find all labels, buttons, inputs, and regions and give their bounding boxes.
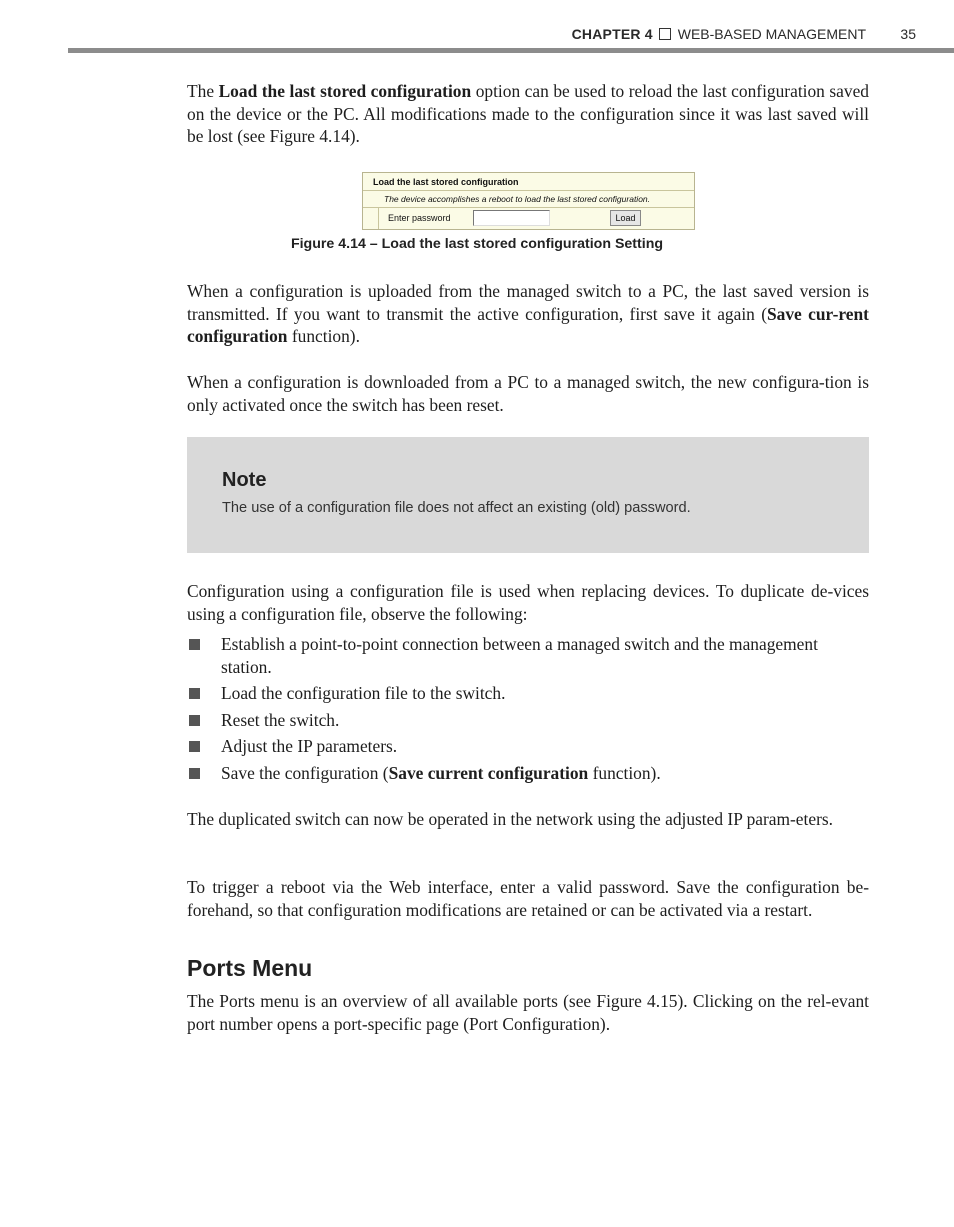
text: When a configuration is uploaded from the managed switch to a PC, the last saved version is transmitted. If you want to transmit the active configuration, first save it again (	[187, 281, 869, 324]
note-title: Note	[222, 469, 267, 491]
paragraph-duplicate	[187, 580, 869, 625]
panel-title-row	[363, 173, 694, 191]
separator-box-icon	[659, 28, 671, 40]
list-item	[187, 709, 869, 732]
running-head	[572, 26, 866, 42]
load-button[interactable]: Load	[610, 210, 641, 226]
paragraph-ports-menu	[187, 990, 869, 1035]
chapter-label: CHAPTER 4	[571, 26, 653, 42]
paragraph-load-config	[187, 80, 869, 148]
text: function).	[287, 326, 360, 347]
text: Adjust the IP parameters.	[221, 736, 398, 757]
paragraph-reboot	[187, 876, 869, 921]
text: Save the configuration (	[221, 762, 389, 783]
section-heading: Ports Menu	[187, 955, 313, 981]
list-item	[187, 633, 869, 678]
list-item	[187, 762, 869, 785]
text: Load the configuration file to the switch.	[221, 683, 506, 704]
panel-description-row	[363, 191, 694, 208]
text: The	[187, 81, 219, 101]
password-row	[363, 208, 694, 229]
bold-term: Save cur-rent configuration	[187, 303, 869, 347]
text: function).	[588, 762, 661, 783]
bullet-square-icon	[189, 715, 200, 726]
password-input[interactable]	[473, 210, 550, 226]
figure-load-config-panel	[362, 172, 695, 230]
panel-title: Load the last stored configuration	[373, 177, 519, 187]
text: When a configuration is downloaded from a PC to a managed switch, the new configura-tion is only activated once the switch has been reset.	[187, 372, 869, 415]
text: To trigger a reboot via the Web interface, enter a valid password. Save the configuration be-forehand, so that configuration modifications are retained or can be activated via a restart.	[187, 877, 869, 920]
text: Configuration using a configuration file is used when replacing devices. To duplicate de-vices using a configuration file, observe the following:	[187, 581, 869, 624]
password-label: Enter password	[388, 213, 451, 223]
bold-term: Save current configuration	[388, 762, 589, 783]
note-box	[187, 437, 869, 553]
page-number: 35	[900, 26, 916, 42]
bold-term: Load the last stored configuration	[218, 81, 472, 101]
bullet-square-icon	[189, 741, 200, 752]
text: Establish a point-to-point connection between a managed switch and the management station.	[221, 634, 818, 677]
bullet-square-icon	[189, 688, 200, 699]
paragraph-download	[187, 371, 869, 416]
bullet-square-icon	[189, 768, 200, 779]
note-text: The use of a configuration file does not affect an existing (old) password.	[222, 500, 691, 516]
list-item	[187, 735, 869, 758]
paragraph-upload	[187, 280, 869, 348]
panel-description: The device accomplishes a reboot to load the last stored configuration.	[384, 194, 651, 204]
text: Reset the switch.	[221, 709, 340, 730]
bullet-list	[187, 633, 869, 789]
page-header	[0, 24, 954, 46]
text: The duplicated switch can now be operated in the network using the adjusted IP param-eters.	[187, 809, 833, 829]
text: option can be used to reload the last configuration saved on the device or the PC. All modifications made to the configuration since it was last saved will be lost (see Figure 4.14).	[187, 81, 869, 147]
section-heading-wrap	[187, 955, 869, 982]
bullet-square-icon	[189, 639, 200, 650]
paragraph-duplicated-switch	[187, 808, 869, 831]
section-label: WEB-BASED MANAGEMENT	[677, 26, 866, 42]
list-item	[187, 682, 869, 705]
text: The Ports menu is an overview of all available ports (see Figure 4.15). Clicking on the rel-evant port number opens a port-specific page (Port Configuration).	[187, 991, 869, 1034]
figure-caption: Figure 4.14 – Load the last stored configuration Setting	[290, 236, 664, 252]
header-rule	[68, 48, 954, 53]
